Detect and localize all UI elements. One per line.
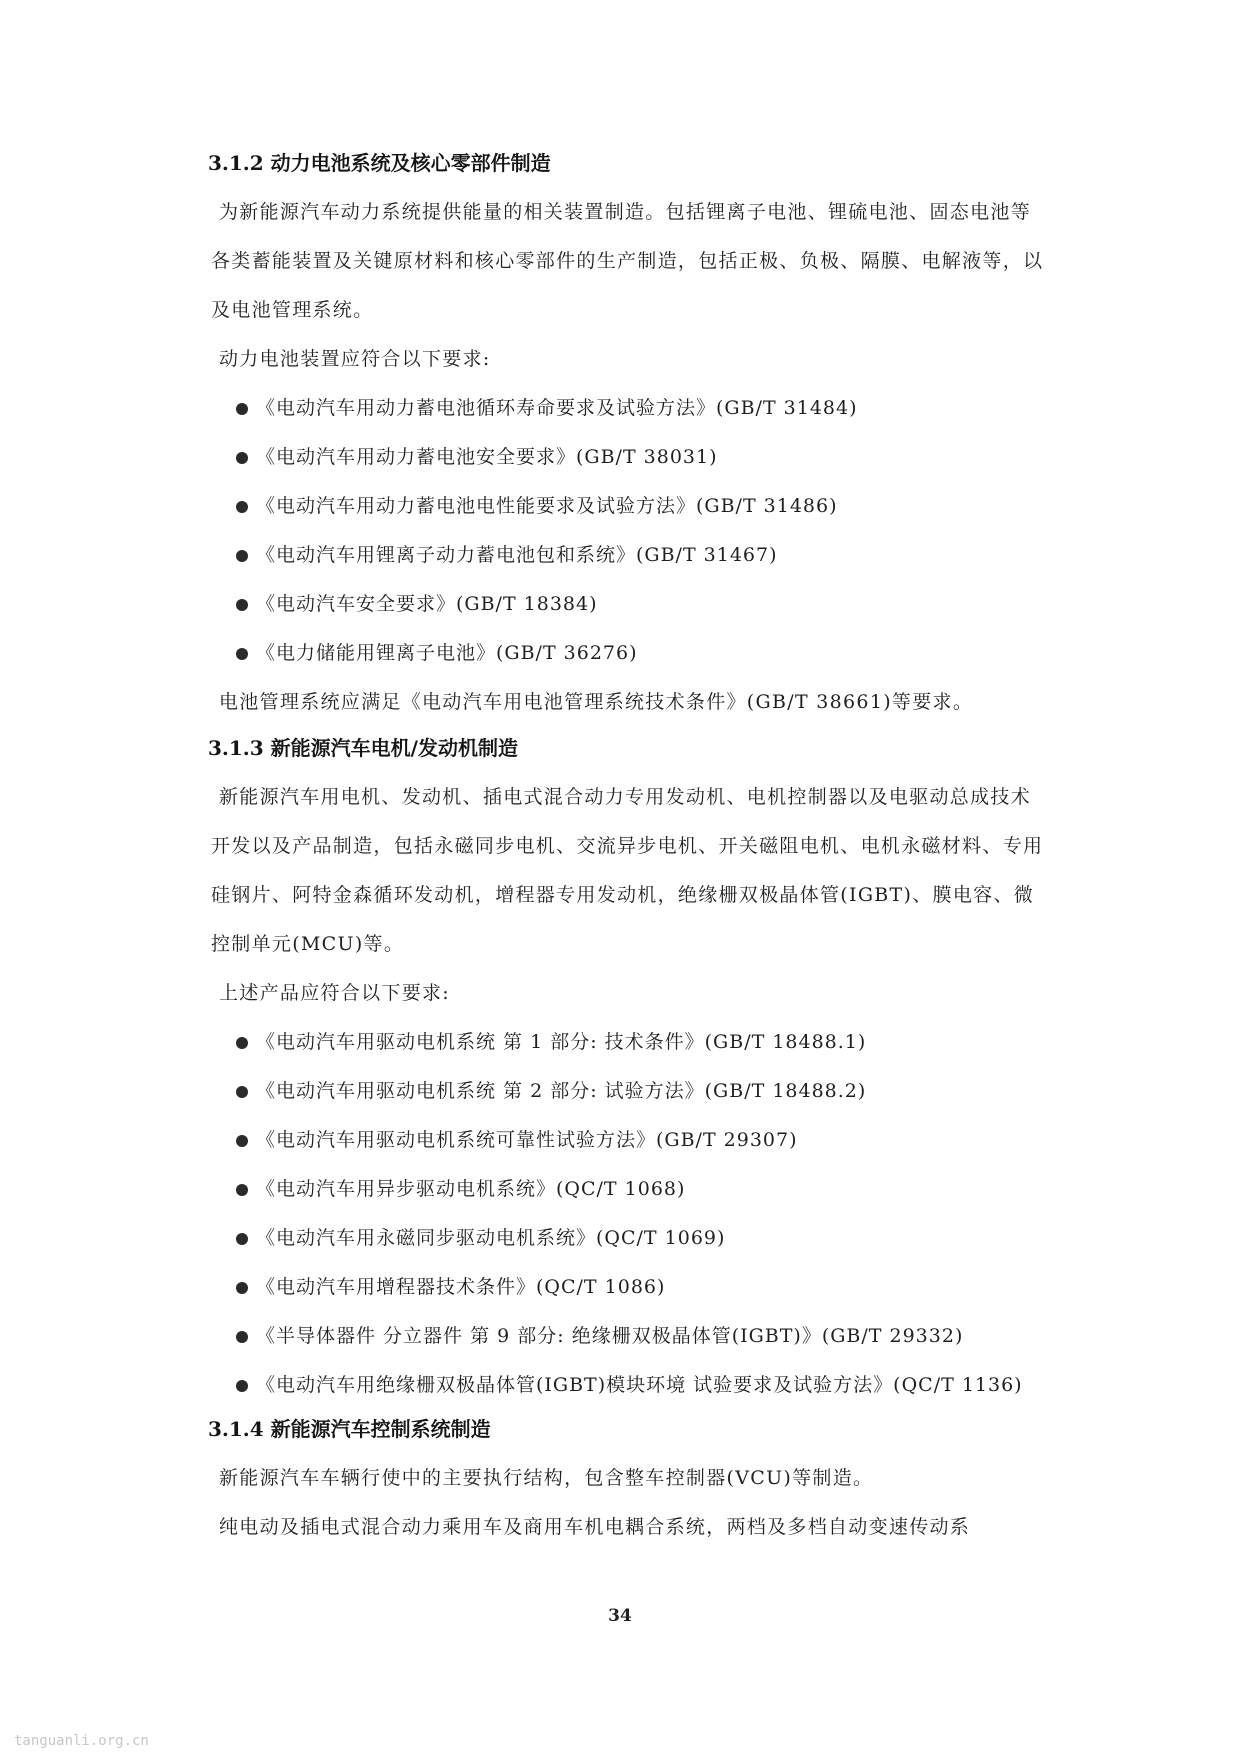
section-intro: 新能源汽车车辆行使中的主要执行结构，包含整车控制器(VCU)等制造。 [219,1467,874,1489]
list-item: 《电动汽车用锂离子动力蓄电池包和系统》(GB/T 31467) [208,531,1044,580]
bullet-icon [236,1184,248,1196]
section-heading-3-1-3: 3.1.3 新能源汽车电机/发动机制造 [208,736,518,760]
bullet-icon [236,1037,248,1049]
list-item: 《电动汽车用绝缘栅双极晶体管(IGBT)模块环境 试验要求及试验方法》(QC/T 1136) [208,1361,1044,1410]
bullet-icon [236,1331,248,1343]
bullet-icon [236,1233,248,1245]
list-item: 《电动汽车用驱动电机系统可靠性试验方法》(GB/T 29307) [208,1116,1044,1165]
section-heading-3-1-2: 3.1.2 动力电池系统及核心零部件制造 [208,151,551,175]
requirements-intro: 上述产品应符合以下要求: [219,982,451,1004]
requirements-intro: 动力电池装置应符合以下要求: [219,348,491,370]
list-item: 《电动汽车用驱动电机系统 第 1 部分: 技术条件》(GB/T 18488.1) [208,1018,1044,1067]
section-heading-3-1-4: 3.1.4 新能源汽车控制系统制造 [208,1417,491,1441]
bullet-icon [236,1380,248,1392]
section-paragraph: 纯电动及插电式混合动力乘用车及商用车机电耦合系统，两档及多档自动变速传动系 [219,1516,971,1538]
list-item: 《半导体器件 分立器件 第 9 部分: 绝缘栅双极晶体管(IGBT)》(GB/T 29332) [208,1312,1044,1361]
section-closing: 电池管理系统应满足《电动汽车用电池管理系统技术条件》(GB/T 38661)等要求。 [219,691,974,713]
list-item: 《电动汽车安全要求》(GB/T 18384) [208,580,1044,629]
list-item: 《电动汽车用异步驱动电机系统》(QC/T 1068) [208,1165,1044,1214]
bullet-icon [236,1086,248,1098]
watermark: tanguanli.org.cn [14,1733,149,1749]
list-item: 《电动汽车用动力蓄电池电性能要求及试验方法》(GB/T 31486) [208,482,1044,531]
standards-list [208,384,1044,678]
bullet-icon [236,1135,248,1147]
section-intro: 为新能源汽车动力系统提供能量的相关装置制造。包括锂离子电池、锂硫电池、固态电池等各类蓄能装置及关键原材料和核心零部件的生产制造，包括正极、负极、隔膜、电解液等，以及电池管理系统。 [211,201,1044,321]
bullet-icon [236,599,248,611]
bullet-icon [236,648,248,660]
bullet-icon [236,550,248,562]
list-item: 《电动汽车用驱动电机系统 第 2 部分: 试验方法》(GB/T 18488.2) [208,1067,1044,1116]
list-item: 《电动汽车用永磁同步驱动电机系统》(QC/T 1069) [208,1214,1044,1263]
bullet-icon [236,501,248,513]
standards-list [208,1018,1044,1410]
list-item: 《电力储能用锂离子电池》(GB/T 36276) [208,629,1044,678]
list-item: 《电动汽车用增程器技术条件》(QC/T 1086) [208,1263,1044,1312]
list-item: 《电动汽车用动力蓄电池循环寿命要求及试验方法》(GB/T 31484) [208,384,1044,433]
bullet-icon [236,403,248,415]
bullet-icon [236,452,248,464]
page-content [208,148,1044,1552]
page-number: 34 [608,1606,632,1626]
section-intro: 新能源汽车用电机、发动机、插电式混合动力专用发动机、电机控制器以及电驱动总成技术开发以及产品制造，包括永磁同步电机、交流异步电机、开关磁阻电机、电机永磁材料、专用硅钢片、阿特金森循环发动机，增程器专用发动机，绝缘栅双极晶体管(IGBT)、膜电容、微控制单元(MCU)等。 [211,786,1044,955]
bullet-icon [236,1282,248,1294]
list-item: 《电动汽车用动力蓄电池安全要求》(GB/T 38031) [208,433,1044,482]
